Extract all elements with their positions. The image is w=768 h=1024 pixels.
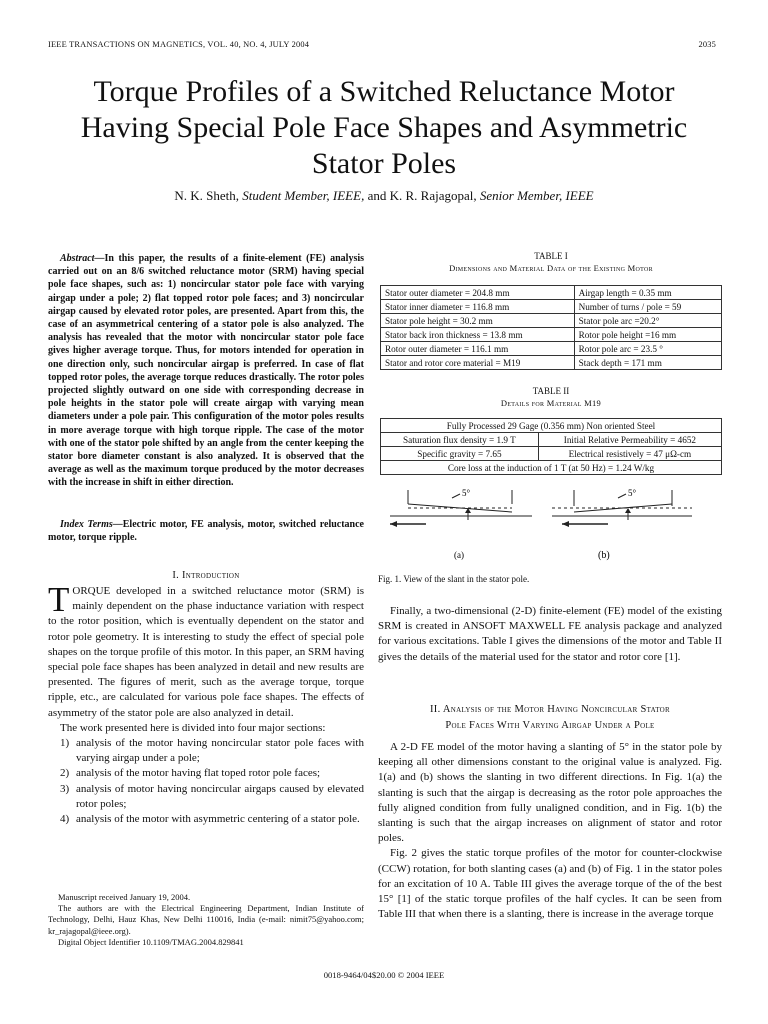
right-paragraph-1: Finally, a two-dimensional (2-D) finite-element (FE) model of the existing SRM is created in ANSOFT MAXWELL FE analysis package and analyzed for various excitations. Table I gives the dimensions of the motor and Table II gives the details of the material used for the stator and rotor core [1].: [378, 605, 722, 663]
list-item: [48, 782, 364, 812]
list-item: [48, 736, 364, 766]
table-row: [381, 314, 722, 328]
arrow-head: [625, 508, 631, 513]
list-text: analysis of the motor having flat toped rotor pole faces;: [76, 767, 321, 780]
slanted-pole-face: [408, 504, 512, 512]
section-2-heading-line-1: II. Analysis of the Motor Having Noncircular Stator: [429, 704, 670, 715]
intro-p1-text: ORQUE developed in a switched reluctance motor (SRM) is mainly dependent on the phase inductance variation with respect to the rotor position, which is eventually dependent on the stator and rotor pole geometry. It is interesting to study the effect of special pole shapes on the torque profile of this motor. In this paper, an SRM having special pole face shapes has been analyzed in detail and new results are presented. The figures of merit, such as the average torque, torque ripple, etc., are calculated for various pole face shapes. The effects of asymmetry of the stator pole are also analyzed in detail.: [48, 585, 364, 719]
paper-title: [40, 74, 728, 182]
table-cell: Stator and rotor core material = M19: [381, 356, 575, 370]
arrow-head: [390, 521, 397, 527]
list-item: [48, 766, 364, 781]
section-2-body: [378, 740, 722, 922]
table-row: [381, 461, 722, 475]
table1-caption: [378, 250, 724, 274]
index-terms-text: Electric motor, FE analysis, motor, switched reluctance motor, torque ripple.: [48, 519, 364, 544]
list-number: 4): [60, 813, 70, 826]
table-cell: Initial Relative Permeability = 4652: [538, 433, 721, 447]
figure-1-diagram: [382, 486, 712, 564]
table-row: [381, 419, 722, 433]
table2-title: Details for Material M19: [500, 398, 602, 408]
table-cell: Core loss at the induction of 1 T (at 50 Hz) = 1.24 W/kg: [381, 461, 722, 475]
table2-caption: [378, 385, 724, 409]
table-cell: Specific gravity = 7.65: [381, 447, 539, 461]
section-2-heading-line-2: Pole Faces With Varying Airgap Under a Pole: [445, 720, 655, 731]
right-paragraph-3: Fig. 2 gives the static torque profiles of the motor for counter-clockwise (CCW) rotation, for both slanting cases (a) and (b) of Fig. 1 in the stator poles for an excitation of 10 A. Table III gives the average torque of the of the best 15° [1] of the static torque profiles of the half cycles. It can be seen from Table III that when there is a slanting, there is increase in the average torque: [378, 847, 722, 921]
angle-pointer: [452, 494, 460, 498]
angle-label-a: 5°: [462, 488, 471, 498]
table1: [380, 285, 722, 370]
abstract-lead: Abstract—: [60, 253, 105, 264]
footnote-doi: Digital Object Identifier 10.1109/TMAG.2004.829841: [58, 936, 244, 947]
figure-1: [382, 486, 712, 564]
table-cell: Stator pole height = 30.2 mm: [381, 314, 575, 328]
list-number: 1): [60, 737, 70, 750]
table-cell: Rotor outer diameter = 116.1 mm: [381, 342, 575, 356]
list-text: analysis of the motor with asymmetric centering of a stator pole.: [76, 813, 360, 826]
right-paragraph-2: A 2-D FE model of the motor having a slanting of 5° in the stator pole by keeping all other dimensions constant to the original value is analyzed. Fig. 1(a) and (b) shows the slanting in two different directions. In Fig. 1(a) the slanting is such that the airgap is decreasing as the rotor pole approaches the fully aligned condition from fully unaligned condition, and in Fig. 1(b) the slanting is such that the airgap increases on alignment of stator and rotor poles.: [378, 741, 722, 845]
table-row: [381, 342, 722, 356]
table-row: [381, 433, 722, 447]
table-cell: Number of turns / pole = 59: [574, 300, 721, 314]
table-cell: Stator inner diameter = 116.8 mm: [381, 300, 575, 314]
intro-paragraph-1: [48, 580, 364, 721]
angle-pointer: [618, 494, 626, 498]
table1-label: TABLE I: [534, 251, 568, 261]
index-terms: [48, 518, 364, 544]
abstract-text: In this paper, the results of a finite-element (FE) analysis carried out on an 8/6 switched reluctance motor (SRM) having special pole face shapes, such as: 1) noncircular stator pole face with varying airgap under a pole; 2) flat topped rotor pole faces; and 3) noncircular airgap caused by elevated rotor poles, are presented. Apart from this, the case of an asymmetrical centering of a stator pole is also analyzed. The analysis has revealed that the motor with noncircular stator pole face gives higher average torque. Thus, for motors intended for operation in one direction only, such noncircular airgap is preferred. In case of flat topped rotor poles, the average torque reduces drastically. The rotor poles projected slightly outward on one side with corresponding decrease in pole heights in the stator pole will create airgap with varying mean diameters under a pole pair. This configuration of the motor poles results in more average torque with high torque ripple. The case of the motor with one of the stator pole shifted by an angle from the center keeping the stator bore diameter constant is also analyzed. It is observed that the average as well as the maximum torque produced by the motor decreases with the increase in shift in either direction.: [48, 253, 364, 489]
table1-title: Dimensions and Material Data of the Existing Motor: [449, 263, 653, 273]
abstract: [48, 252, 364, 490]
angle-label-b: 5°: [628, 488, 637, 498]
index-terms-lead: Index Terms—: [60, 519, 123, 530]
arrow-head: [562, 521, 569, 527]
intro-paragraph-2: The work presented here is divided into four major sections:: [60, 721, 326, 734]
table2-label: TABLE II: [532, 386, 570, 396]
section-list: [48, 736, 364, 827]
authors-line: [40, 188, 728, 204]
table-cell: Stator outer diameter = 204.8 mm: [381, 286, 575, 300]
table-cell: Fully Processed 29 Gage (0.356 mm) Non oriented Steel: [381, 419, 722, 433]
section-2-heading: [378, 702, 722, 734]
footnote-affiliation: The authors are with the Electrical Engineering Department, Indian Institute of Technology, Delhi, Hauz Khas, New Delhi 110016, India (e-mail: nimit75@yahoo.com; kr_rajagopal@ieee.org).: [48, 903, 364, 936]
table-row: [381, 447, 722, 461]
table-row: [381, 300, 722, 314]
footnote-received: Manuscript received January 19, 2004.: [58, 892, 191, 902]
author-2: and K. R. Rajagopal,: [367, 188, 477, 203]
intro-body: [48, 580, 364, 827]
table-cell: Rotor pole height =16 mm: [574, 328, 721, 342]
title-line-2: Having Special Pole Face Shapes and Asymmetric: [80, 111, 688, 144]
copyright-line: 0018-9464/04$20.00 © 2004 IEEE: [323, 970, 445, 980]
table-cell: Saturation flux density = 1.9 T: [381, 433, 539, 447]
list-number: 2): [60, 767, 70, 780]
list-number: 3): [60, 782, 70, 795]
table-cell: Airgap length = 0.35 mm: [574, 286, 721, 300]
list-item: [48, 812, 364, 827]
page-number: 2035: [698, 40, 716, 49]
table2: [380, 418, 722, 475]
title-line-3: Stator Poles: [311, 147, 457, 180]
author-1-role: Student Member, IEEE,: [242, 188, 365, 203]
table-cell: Rotor pole arc = 23.5 °: [574, 342, 721, 356]
table-row: [381, 356, 722, 370]
panel-label-a: (a): [454, 550, 464, 560]
table-cell: Stator pole arc =20.2°: [574, 314, 721, 328]
table-cell: Stack depth = 171 mm: [574, 356, 721, 370]
table-row: [381, 328, 722, 342]
intro-heading: I. Introduction: [172, 570, 240, 581]
panel-label-b: (b): [598, 550, 610, 561]
table-cell: Electrical resistively = 47 μΩ-cm: [538, 447, 721, 461]
title-line-1: Torque Profiles of a Switched Reluctance Motor: [93, 75, 675, 108]
drop-cap: T: [48, 580, 70, 619]
author-1: N. K. Sheth,: [174, 188, 240, 203]
table-cell: Stator back iron thickness = 13.8 mm: [381, 328, 575, 342]
list-text: analysis of the motor having noncircular stator pole faces with varying airgap under a pole;: [76, 737, 364, 765]
figure-1-caption: Fig. 1. View of the slant in the stator pole.: [378, 574, 530, 584]
table-row: [381, 286, 722, 300]
footnote: [48, 892, 364, 948]
journal-header: IEEE TRANSACTIONS ON MAGNETICS, VOL. 40, NO. 4, JULY 2004: [48, 40, 310, 49]
list-text: analysis of motor having noncircular airgaps caused by elevated rotor poles;: [76, 782, 364, 810]
author-2-role: Senior Member, IEEE: [479, 188, 594, 203]
